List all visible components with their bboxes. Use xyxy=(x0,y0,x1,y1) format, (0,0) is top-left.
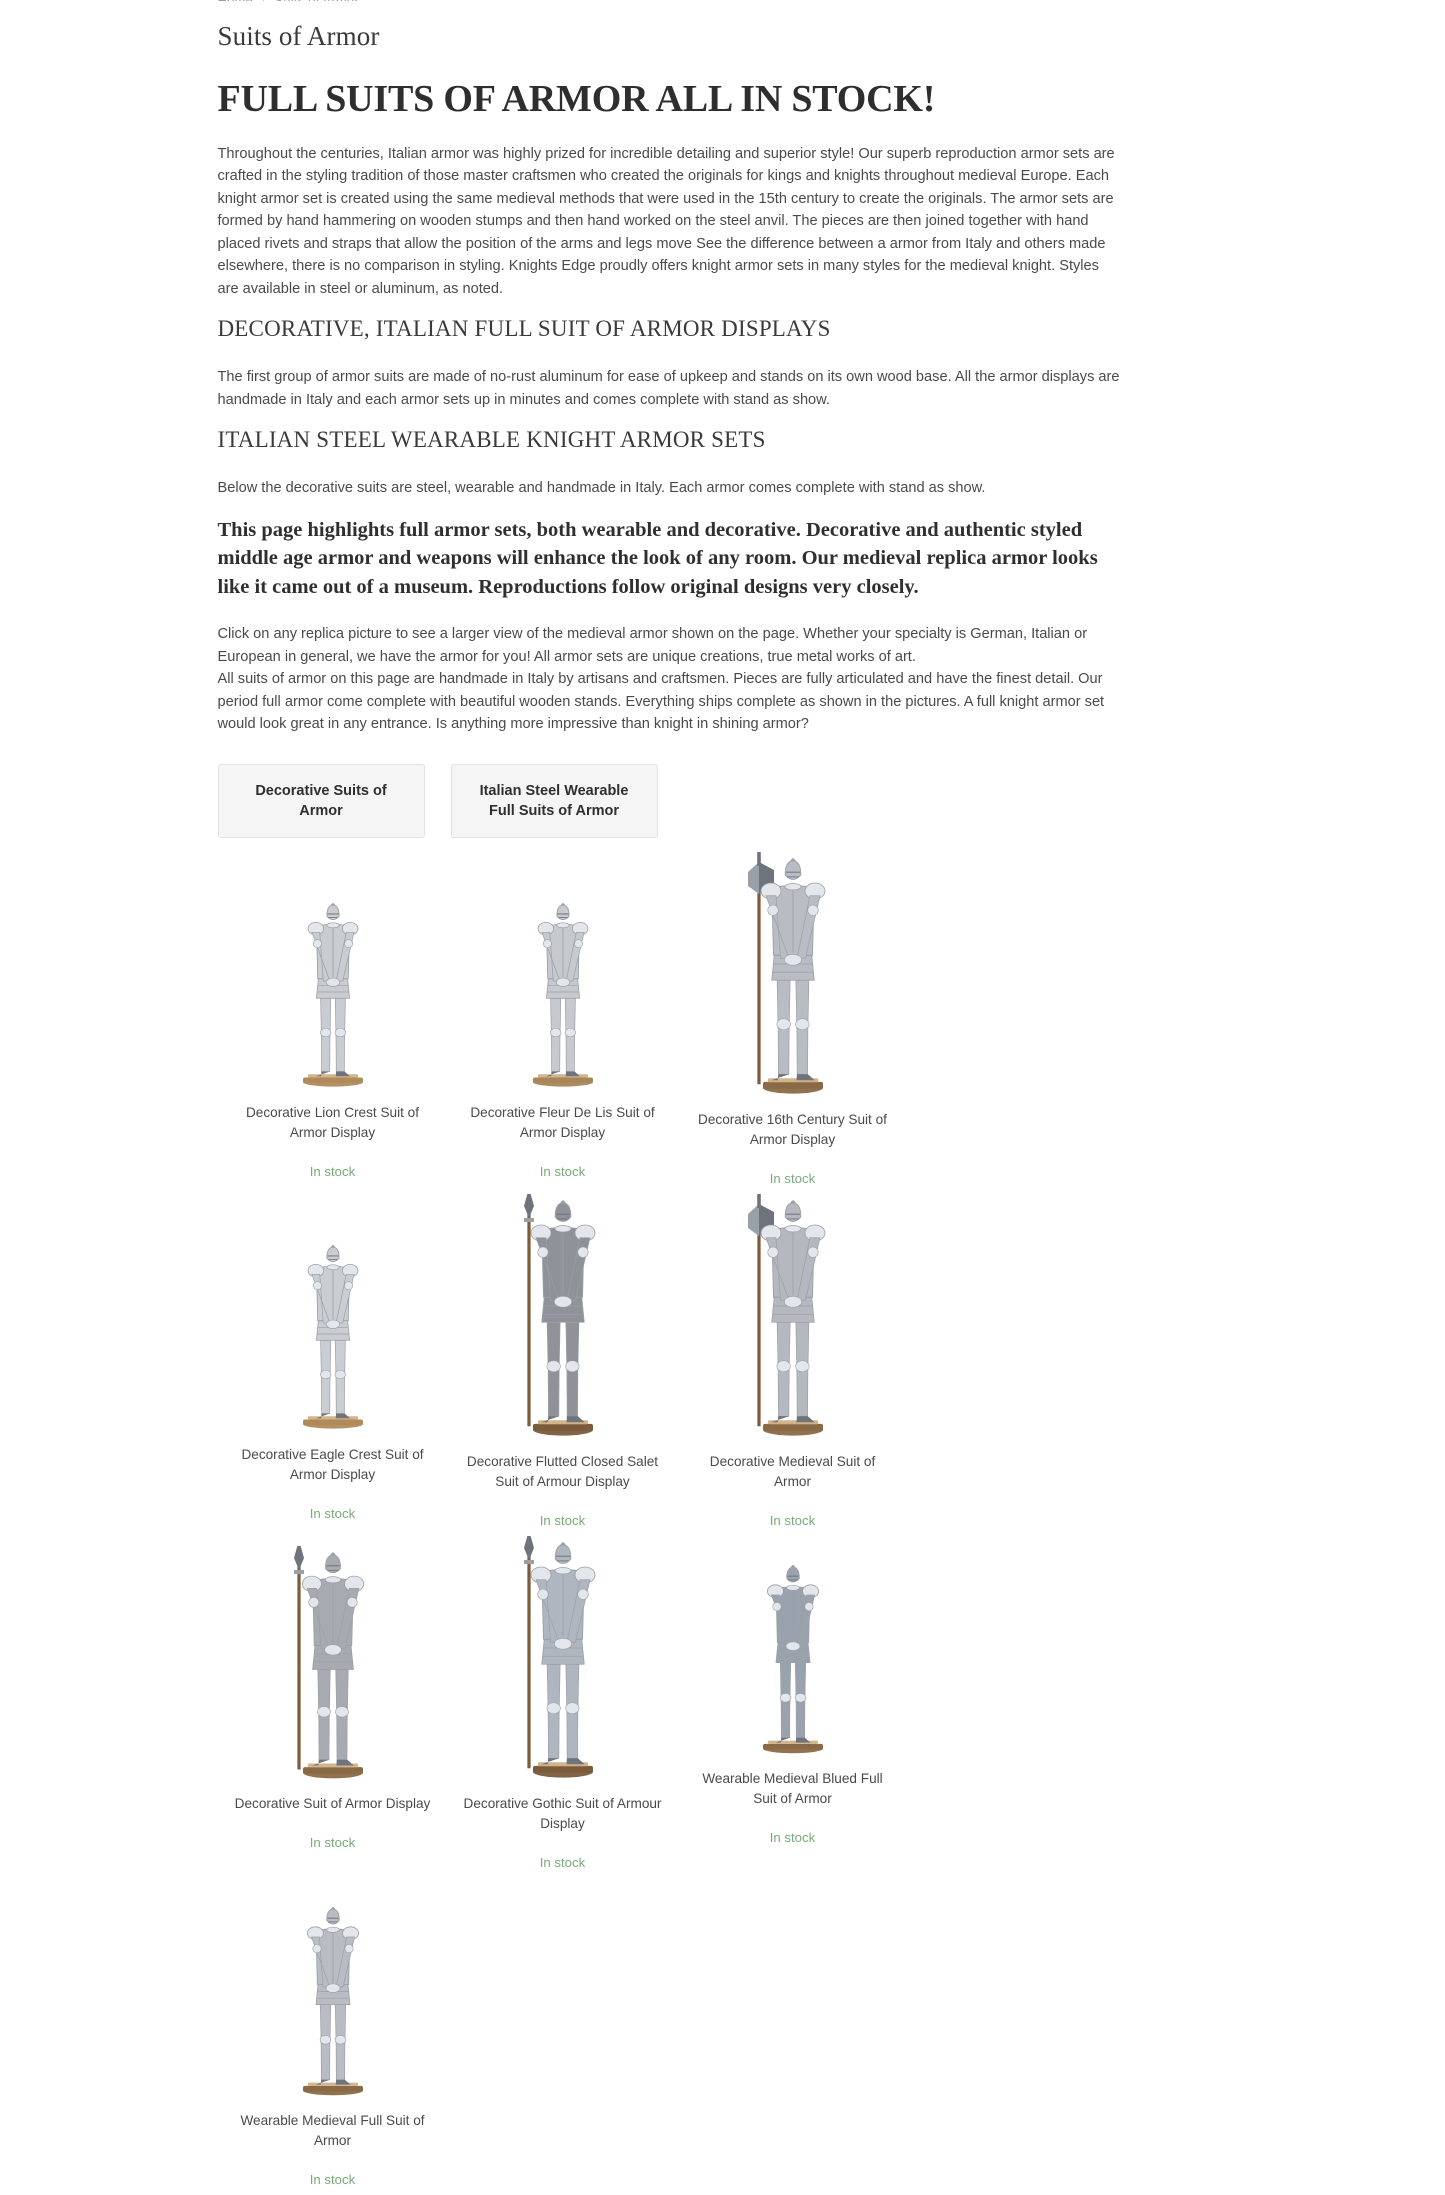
product-stock-status: In stock xyxy=(769,1170,816,1186)
closing-paragraph-1: Click on any replica picture to see a larger view of the medieval armor shown on the page. Whether your specialty is German, Italian or European in general, we have the armor for you! All armor sets are unique creations, true metal works of art. xyxy=(217,626,1088,665)
product-title[interactable]: Decorative 16th Century Suit of Armor Display xyxy=(698,1111,887,1147)
breadcrumb-item-home[interactable] xyxy=(218,0,253,1)
product-title[interactable]: Decorative Eagle Crest Suit of Armor Display xyxy=(241,1446,424,1482)
product-title[interactable]: Decorative Lion Crest Suit of Armor Display xyxy=(245,1104,420,1140)
breadcrumb-item-current[interactable] xyxy=(274,0,358,1)
product-card[interactable] xyxy=(218,1536,448,1872)
product-card[interactable] xyxy=(678,852,908,1188)
page-content xyxy=(218,0,1124,2195)
section-paragraph-decorative: The first group of armor suits are made of no-rust aluminum for ease of upkeep and stands on its own wood base. All the armor displays are handmade in Italy and each armor sets up in minutes and comes complete with stand as show. xyxy=(217,369,1120,408)
category-tabs xyxy=(218,764,1124,838)
breadcrumb[interactable] xyxy=(218,0,1124,1)
product-stock-status: In stock xyxy=(769,1830,816,1846)
product-image[interactable] xyxy=(452,852,674,1093)
product-stock-status: In stock xyxy=(539,1854,586,1870)
section-heading-decorative: DECORATIVE, ITALIAN FULL SUIT OF ARMOR DISPLAYS xyxy=(217,316,831,342)
product-card[interactable] xyxy=(218,1878,448,2190)
product-title[interactable]: Decorative Flutted Closed Salet Suit of Armour Display xyxy=(466,1453,659,1489)
product-image[interactable] xyxy=(222,852,444,1093)
product-image[interactable] xyxy=(222,1536,444,1785)
product-stock-status: In stock xyxy=(309,1835,356,1851)
product-grid xyxy=(218,852,1124,2195)
product-card[interactable] xyxy=(218,852,448,1188)
product-card[interactable] xyxy=(218,1194,448,1530)
product-image[interactable] xyxy=(222,1194,444,1435)
product-image[interactable] xyxy=(682,852,904,1100)
product-title[interactable]: Decorative Gothic Suit of Armour Display xyxy=(463,1795,662,1831)
product-title[interactable]: Wearable Medieval Full Suit of Armor xyxy=(240,2113,425,2149)
product-title[interactable]: Decorative Medieval Suit of Armor xyxy=(709,1453,876,1489)
product-title[interactable]: Decorative Suit of Armor Display xyxy=(234,1796,431,1812)
product-card[interactable] xyxy=(678,1194,908,1530)
closing-paragraph-2: All suits of armor on this page are handmade in Italy by artisans and craftsmen. Pieces are fully articulated and have the finest detail. Our period full armor come complete with beautiful wooden stands. Everything ships complete as shown in the pictures. A full knight armor set would look great in any entrance. Is anything more impressive than knight in shining armor? xyxy=(217,671,1105,733)
product-stock-status: In stock xyxy=(309,1163,356,1179)
closing-paragraphs xyxy=(218,623,1124,736)
main-heading: FULL SUITS OF ARMOR ALL IN STOCK! xyxy=(217,78,936,121)
product-image[interactable] xyxy=(682,1194,904,1442)
product-card[interactable] xyxy=(448,1536,678,1872)
product-image[interactable] xyxy=(452,1194,674,1442)
section-paragraph-steel-wearable: Below the decorative suits are steel, wearable and handmade in Italy. Each armor comes complete with stand as show. xyxy=(217,480,986,497)
product-stock-status: In stock xyxy=(309,2172,356,2188)
product-stock-status: In stock xyxy=(539,1163,586,1179)
product-title[interactable]: Decorative Fleur De Lis Suit of Armor Display xyxy=(470,1104,655,1140)
product-image[interactable] xyxy=(222,1878,444,2102)
tab-decorative-suits-of-armor[interactable]: Decorative Suits of Armor xyxy=(218,764,425,838)
product-image[interactable] xyxy=(682,1536,904,1760)
product-image[interactable] xyxy=(452,1536,674,1784)
tab-italian-steel-wearable-full-suits-of-armor[interactable]: Italian Steel Wearable Full Suits of Armor xyxy=(451,764,658,838)
section-heading-steel-wearable: ITALIAN STEEL WEARABLE KNIGHT ARMOR SETS xyxy=(217,427,766,453)
intro-paragraph: Throughout the centuries, Italian armor was highly prized for incredible detailing and superior style! Our superb reproduction armor sets are crafted in the styling tradition of those master craftsmen who created the originals for kings and knights throughout medieval Europe. Each knight armor set is created using the same medieval methods that were used in the 15th century to create the originals. The armor sets are formed by hand hammering on wooden stumps and then hand worked on the steel anvil. The pieces are then joined together with hand placed rivets and straps that allow the position of the arms and legs move See the difference between a armor from Italy and others made elsewhere, there is no comparison in styling. Knights Edge proudly offers knight armor sets in many styles for the medieval knight. Styles are available in steel or aluminum, as noted. xyxy=(217,145,1115,297)
product-title[interactable]: Wearable Medieval Blued Full Suit of Armor xyxy=(702,1771,883,1807)
product-card[interactable] xyxy=(448,852,678,1188)
product-card[interactable] xyxy=(678,1536,908,1872)
page-title: Suits of Armor xyxy=(217,21,380,51)
highlight-paragraph: This page highlights full armor sets, both wearable and decorative. Decorative and authentic styled middle age armor and weapons will enhance the look of any room. Our medieval replica armor looks like it came out of a museum. Reproductions follow original designs very closely. xyxy=(217,518,1098,598)
product-stock-status: In stock xyxy=(539,1512,586,1528)
product-card[interactable] xyxy=(448,1194,678,1530)
product-stock-status: In stock xyxy=(309,1505,356,1521)
breadcrumb-separator xyxy=(262,0,266,1)
product-stock-status: In stock xyxy=(769,1512,816,1528)
